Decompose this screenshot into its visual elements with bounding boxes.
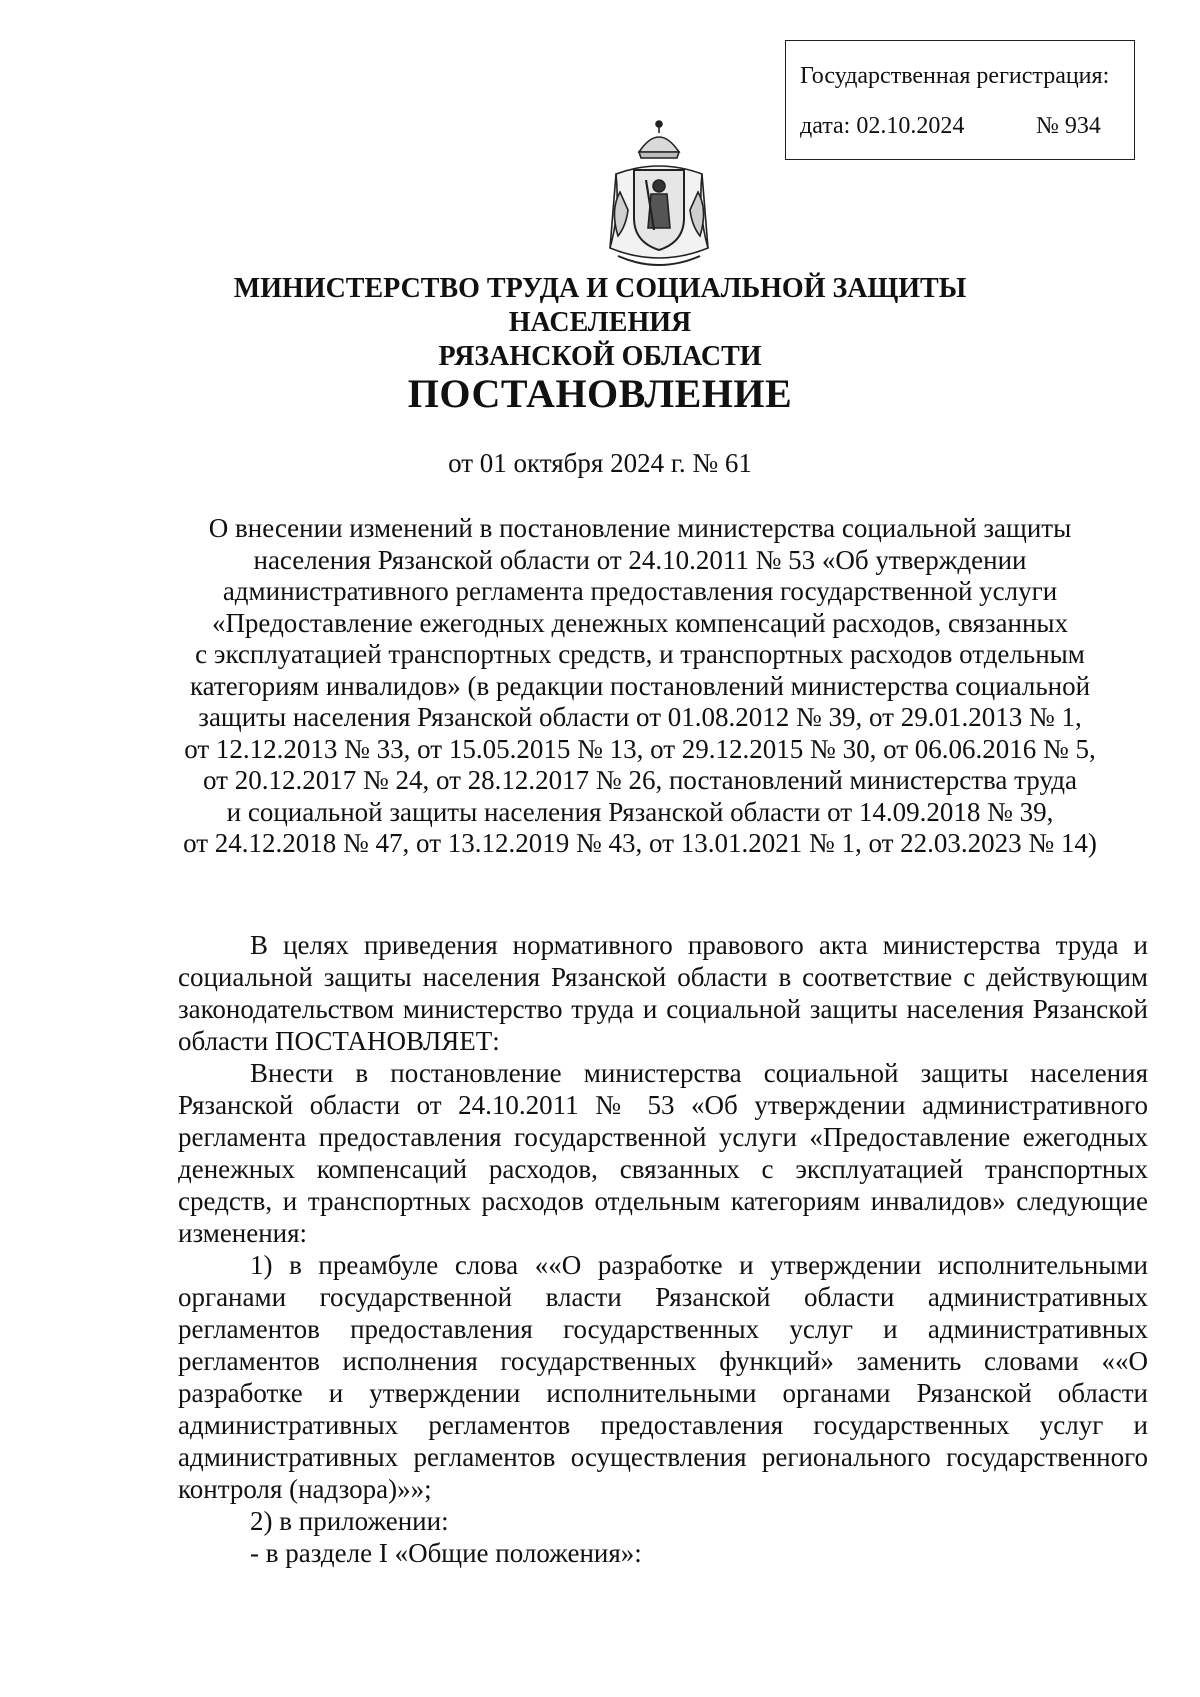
subject-line: категориям инвалидов» (в редакции постановлений министерства социальной (189, 670, 1091, 701)
registration-label: Государственная регистрация: (800, 63, 1110, 89)
body-paragraph-preamble: В целях приведения нормативного правового акта министерства труда и социальной защиты населения Рязанской области в соответствие с действующим законодательством министерство труда и социальной защиты населения Рязанской области ПОСТАНОВЛЯЕТ: (178, 930, 1148, 1056)
subject-line: «Предоставление ежегодных денежных компенсаций расходов, связанных (211, 607, 1069, 638)
ministry-name (150, 272, 1050, 374)
document-type: ПОСТАНОВЛЕНИЕ (407, 371, 793, 416)
registration-number: № 934 (1036, 113, 1101, 139)
document-body (178, 929, 1148, 1569)
ministry-line-1: МИНИСТЕРСТВО ТРУДА И СОЦИАЛЬНОЙ ЗАЩИТЫ НАСЕЛЕНИЯ (233, 273, 967, 338)
body-paragraph-item-1: 1) в преамбуле слова ««О разработке и утверждении исполнительными органами государственной власти Рязанской области административных регламентов предоставления государственных услуг и административных регламентов исполнения государственных функций» заменить словами ««О разработке и утверждении исполнительными органами Рязанской области административных регламентов предоставления государственных услуг и административных регламентов осуществления регионального государственного контроля (надзора)»»; (178, 1250, 1148, 1504)
subject-line: от 24.12.2018 № 47, от 13.12.2019 № 43, от 13.01.2021 № 1, от 22.03.2023 № 14) (183, 828, 1097, 858)
body-paragraph-amend: Внести в постановление министерства социальной защиты населения Рязанской области от 24.10.2011 № 53 «Об утверждении административного регламента предоставления государственной услуги «Предоставление ежегодных денежных компенсаций расходов, связанных с эксплуатацией транспортных средств, и транспортных расходов отдельным категориям инвалидов» следующие изменения: (178, 1058, 1148, 1248)
coat-of-arms-icon (596, 118, 722, 274)
body-paragraph-section: - в разделе I «Общие положения»: (250, 1538, 642, 1568)
subject-line: и социальной защиты населения Рязанской области от 14.09.2018 № 39, (226, 796, 1054, 827)
body-paragraph-item-2: 2) в приложении: (250, 1506, 449, 1536)
registration-date: дата: 02.10.2024 (800, 113, 965, 139)
subject-line: защиты населения Рязанской области от 01.08.2012 № 39, от 29.01.2013 № 1, (198, 702, 1082, 732)
subject-line: от 20.12.2017 № 24, от 28.12.2017 № 26, постановлений министерства труда (203, 765, 1077, 795)
subject-line: О внесении изменений в постановление министерства социальной защиты (208, 513, 1072, 543)
document-subject (160, 513, 1120, 860)
subject-line: населения Рязанской области от 24.10.2011 № 53 «Об утверждении (253, 544, 1027, 575)
subject-line: с эксплуатацией транспортных средств, и транспортных расходов отдельным (195, 639, 1085, 669)
ministry-line-2: РЯЗАНСКОЙ ОБЛАСТИ (438, 341, 762, 372)
registration-stamp (785, 40, 1135, 160)
subject-line: административного регламента предоставления государственной услуги (222, 576, 1058, 606)
subject-line: от 12.12.2013 № 33, от 15.05.2015 № 13, от 29.12.2015 № 30, от 06.06.2016 № 5, (184, 733, 1096, 764)
document-date-number: от 01 октября 2024 г. № 61 (448, 448, 752, 478)
